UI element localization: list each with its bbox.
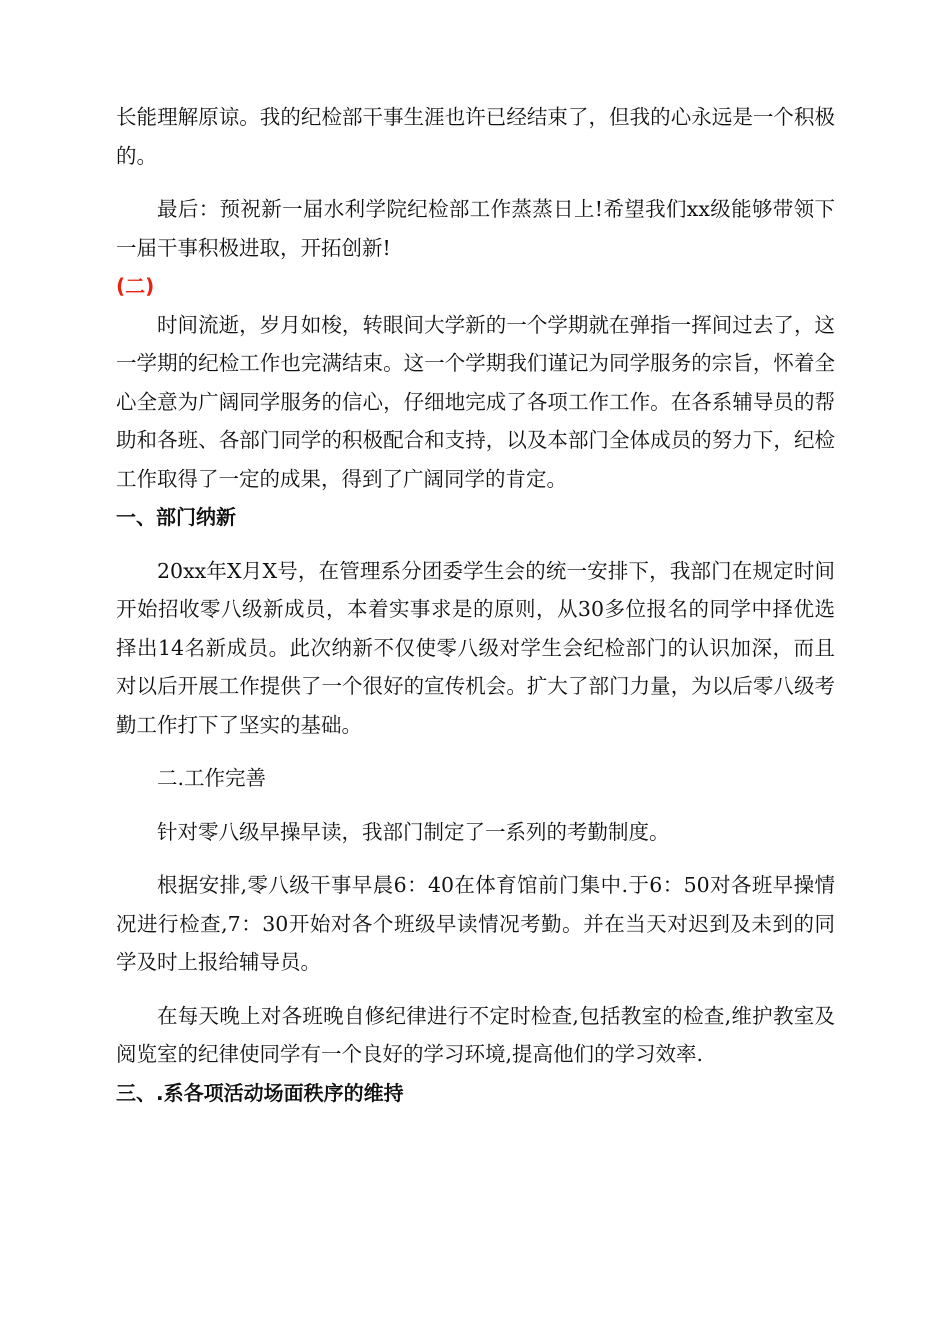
section-heading-two: (二)	[116, 274, 155, 298]
heading-order-maintenance: 三、.系各项活动场面秩序的维持	[116, 1080, 404, 1105]
paragraph-evening-checks: 在每天晚上对各班晚自修纪律进行不定时检查,包括教室的检查,维护教室及阅览室的纪律使同学有一个良好的学习环境,提高他们的学习效率.	[116, 1003, 835, 1066]
subheading-work-improvement: 二.工作完善	[157, 766, 267, 790]
paragraph-attendance-system: 针对零八级早操早读，我部门制定了一系列的考勤制度。	[157, 819, 670, 844]
paragraph-continuation: 长能理解原谅。我的纪检部干事生涯也许已经结束了，但我的心永远是一个积极的。	[116, 105, 835, 168]
paragraph-semester-summary: 时间流逝，岁月如梭，转眼间大学新的一个学期就在弹指一挥间过去了，这一学期的纪检工作也完满结束。这一个学期我们谨记为同学服务的宗旨，怀着全心全意为广阔同学服务的信心，仔细地完成了各项工作工作。在各系辅导员的帮助和各班、各部门同学的积极配合和支持，以及本部门全体成员的努力下，纪检工作取得了一定的成果，得到了广阔同学的肯定。	[116, 312, 835, 491]
heading-recruitment: 一、部门纳新	[116, 505, 236, 529]
paragraph-morning-schedule: 根据安排,零八级干事早晨6：40在体育馆前门集中.于6：50对各班早操情况进行检查,7：30开始对各个班级早读情况考勤。并在当天对迟到及未到的同学及时上报给辅导员。	[116, 873, 835, 974]
paragraph-closing-wish: 最后：预祝新一届水利学院纪检部工作蒸蒸日上!希望我们xx级能够带领下一届干事积极进取，开拓创新!	[116, 197, 835, 260]
paragraph-recruitment: 20xx年X月X号，在管理系分团委学生会的统一安排下，我部门在规定时间开始招收零八级新成员，本着实事求是的原则，从30多位报名的同学中择优选择出14名新成员。此次纳新不仅使零八级对学生会纪检部门的认识加深，而且对以后开展工作提供了一个很好的宣传机会。扩大了部门力量，为以后零八级考勤工作打下了坚实的基础。	[116, 558, 835, 737]
